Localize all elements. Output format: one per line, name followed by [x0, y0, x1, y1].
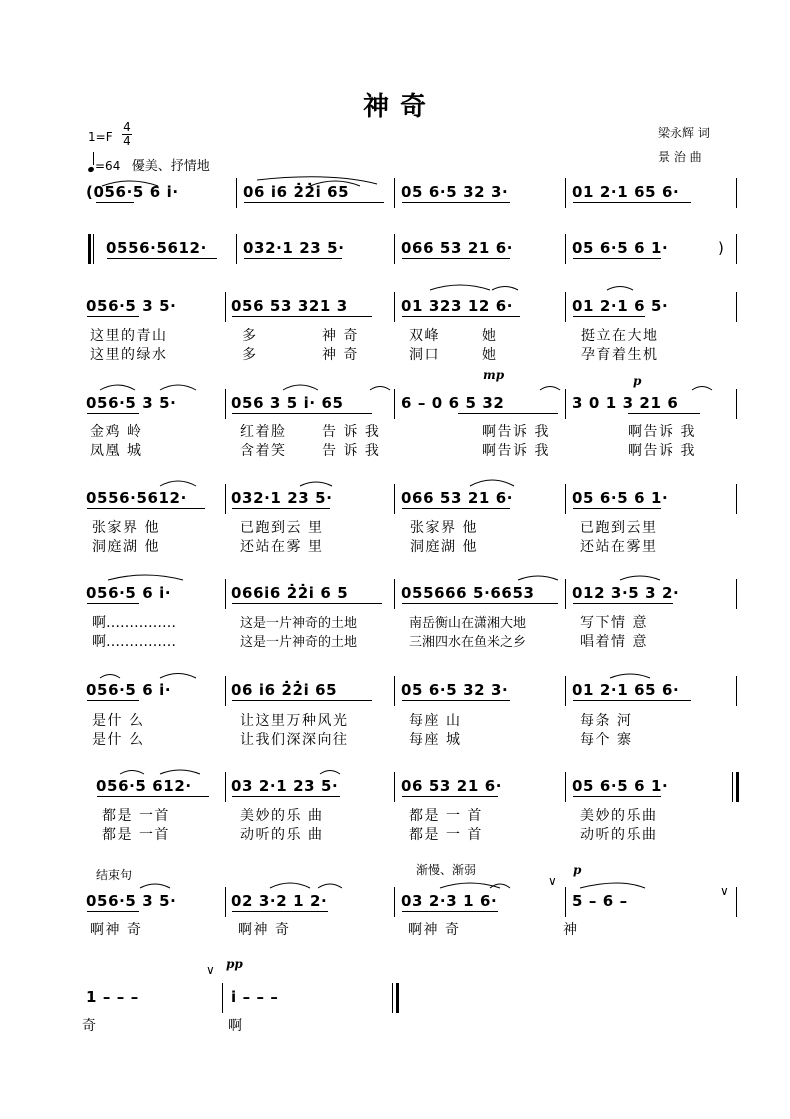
lyric: 三湘四水在鱼米之乡 — [409, 635, 527, 650]
lyric: 已跑到云里 — [580, 520, 658, 536]
measure: 0556·5612· — [86, 489, 187, 507]
lyric: 金鸡 岭 — [90, 424, 143, 440]
lyric: 啊…………… — [92, 634, 176, 650]
lyric: 都是 一首 — [102, 827, 170, 843]
ritardando-label: 渐慢、渐弱 — [416, 863, 477, 877]
measure: 5 – 6 – — [572, 892, 628, 910]
measure: 05 6·5 32 3· — [401, 183, 509, 201]
expression-marking: 優美、抒情地 — [131, 159, 210, 174]
breath-mark-icon: ∨ — [720, 884, 729, 898]
slur — [490, 884, 510, 888]
lyric: 让这里万种风光 — [240, 713, 349, 729]
lyric: 啊告诉 我 — [628, 443, 696, 459]
slur — [492, 287, 518, 291]
lyric: 是什 么 — [92, 732, 145, 748]
lyric: 啊告诉 我 — [628, 424, 696, 440]
measure: 02 3·2 1 2· — [231, 892, 328, 910]
measure: 012 3·5 3 2· — [572, 584, 680, 602]
ending-label: 结束句 — [96, 868, 133, 882]
slur — [100, 385, 135, 390]
measure: 056·5 3 5· — [86, 297, 177, 315]
measure: 066 53 21 6· — [401, 489, 514, 507]
slur — [120, 771, 144, 775]
lyric: 每个 寨 — [580, 732, 633, 748]
lyric: 张家界 他 — [410, 520, 478, 536]
lyric: 她 — [482, 347, 498, 363]
lyric: 凤凰 城 — [90, 443, 143, 459]
slur — [470, 480, 514, 486]
lyric: 啊神 奇 — [90, 922, 143, 938]
measure: 06 i6 2̇2̇i 65 — [243, 183, 350, 201]
slur — [320, 771, 340, 775]
lyric: 孕育着生机 — [581, 347, 659, 363]
slur — [140, 884, 170, 888]
lyric: 美妙的乐曲 — [580, 808, 658, 824]
lyric: 动听的乐曲 — [580, 827, 658, 843]
dynamic-mp: mp — [483, 368, 505, 382]
slur — [620, 576, 660, 580]
measure: 032·1 23 5· — [243, 239, 345, 257]
lyric: 双峰 — [409, 328, 440, 344]
measure: 056·5 612· — [96, 777, 192, 795]
measure: 05 6·5 6 1· — [572, 239, 669, 257]
slur — [283, 385, 318, 390]
slur — [108, 575, 183, 580]
lyric: 南岳衡山在潇湘大地 — [409, 616, 527, 631]
lyric: 动听的乐 曲 — [240, 827, 324, 843]
slur — [580, 883, 645, 888]
lyric: 啊告诉 我 — [482, 424, 550, 440]
slur — [540, 387, 560, 391]
measure: 056·5 6 i· — [86, 681, 172, 699]
measure: 056 3 5 i· 65 — [231, 394, 344, 412]
lyric: 都是 一 首 — [409, 808, 483, 824]
lyric: 每座 山 — [409, 713, 462, 729]
dynamic-p: p — [573, 863, 582, 877]
lyric: 啊神 奇 — [408, 922, 461, 938]
lyric: 啊 — [228, 1018, 244, 1034]
measure: 1 – – – — [86, 988, 139, 1006]
lyric: 还站在雾 里 — [240, 539, 324, 555]
slur — [270, 883, 310, 888]
lyric: 挺立在大地 — [581, 328, 659, 344]
slur — [257, 177, 377, 184]
measure: 05 6·5 6 1· — [572, 777, 669, 795]
measure: i – – – — [231, 988, 279, 1006]
lyric: 这里的绿水 — [90, 347, 168, 363]
lyric: 啊…………… — [92, 615, 176, 631]
slur — [370, 387, 390, 391]
measure: 056·5 3 5· — [86, 394, 177, 412]
lyric: 都是 一 首 — [409, 827, 483, 843]
slur — [160, 481, 196, 486]
lyric: 多 — [242, 347, 258, 363]
page-title: 神 奇 — [362, 92, 428, 122]
slur — [318, 884, 342, 888]
measure: 01 2·1 65 6· — [572, 183, 680, 201]
measure: 056·5 3 5· — [86, 892, 177, 910]
lyric: 这里的青山 — [90, 328, 168, 344]
lyric: 神 奇 — [322, 347, 359, 363]
lyric: 洞口 — [409, 347, 440, 363]
lyric: 都是 一首 — [102, 808, 170, 824]
lyric: 是什 么 — [92, 713, 145, 729]
lyric: 啊神 奇 — [238, 922, 291, 938]
lyric: 告 诉 我 — [322, 424, 381, 440]
lyric: 告 诉 我 — [322, 443, 381, 459]
dynamic-pp: pp — [226, 957, 243, 971]
measure: 056·5 6 i· — [86, 584, 172, 602]
lyric: 唱着情 意 — [580, 634, 648, 650]
measure: 06 53 21 6· — [401, 777, 503, 795]
measure: 6 – 0 6 5 32 — [401, 394, 505, 412]
measure: 05 6·5 6 1· — [572, 489, 669, 507]
slur — [310, 181, 360, 186]
slur — [607, 287, 633, 291]
slur — [300, 482, 332, 486]
close-paren: ) — [718, 239, 725, 257]
measure: 0556·5612· — [106, 239, 207, 257]
measure: 055666 5·6653 — [401, 584, 535, 602]
measure: 032·1 23 5· — [231, 489, 333, 507]
lyric: 美妙的乐 曲 — [240, 808, 324, 824]
lyric: 每条 河 — [580, 713, 633, 729]
lyric: 让我们深深向往 — [240, 732, 349, 748]
lyric: 这是一片神奇的土地 — [240, 616, 358, 631]
lyric: 每座 城 — [409, 732, 462, 748]
measure: 03 2·1 23 5· — [231, 777, 339, 795]
lyric: 多 — [242, 328, 258, 344]
measure: 01 2·1 65 6· — [572, 681, 680, 699]
measure: 01 2·1 6 5· — [572, 297, 669, 315]
measure: 06 i6 2̇2̇i 65 — [231, 681, 338, 699]
slur — [160, 770, 200, 774]
lyric: 她 — [482, 328, 498, 344]
key-signature: 1=F — [88, 130, 113, 144]
measure: 3 0 1 3 21 6 — [572, 394, 679, 412]
slur — [160, 674, 196, 679]
lyric: 奇 — [82, 1018, 98, 1034]
lyricist-credit: 梁永辉 词 — [658, 126, 710, 140]
time-signature-bottom: 4 — [123, 134, 131, 148]
slur — [102, 181, 158, 186]
slur — [518, 576, 558, 580]
lyric: 这是一片神奇的土地 — [240, 635, 358, 650]
lyric: 洞庭湖 他 — [410, 539, 478, 555]
measure: 05 6·5 32 3· — [401, 681, 509, 699]
lyric: 红着脸 — [240, 424, 287, 440]
slur — [610, 674, 650, 678]
lyric: 写下情 意 — [580, 615, 648, 631]
slur — [430, 285, 490, 290]
measure: 01 323 12 6· — [401, 297, 514, 315]
breath-mark-icon: ∨ — [548, 874, 557, 888]
composer-credit: 景 治 曲 — [658, 150, 702, 164]
breath-mark-icon: ∨ — [206, 963, 215, 977]
slur — [100, 675, 120, 679]
lyric: 还站在雾里 — [580, 539, 658, 555]
time-signature-top: 4 — [123, 120, 131, 134]
measure: 066 53 21 6· — [401, 239, 514, 257]
lyric: 张家界 他 — [92, 520, 160, 536]
measure: (056·5 6 i· — [86, 183, 179, 201]
tempo-value: =64 — [95, 159, 121, 173]
lyric: 神 奇 — [322, 328, 359, 344]
measure: 03 2·3 1 6· — [401, 892, 498, 910]
measure: 056 53 321 3 — [231, 297, 348, 315]
lyric: 已跑到云 里 — [240, 520, 324, 536]
dynamic-p: p — [633, 374, 642, 388]
lyric: 神 — [563, 922, 579, 938]
lyric: 洞庭湖 他 — [92, 539, 160, 555]
slur — [160, 385, 196, 390]
slur — [692, 387, 712, 391]
lyric: 含着笑 — [240, 443, 287, 459]
measure: 066i6 2̇2̇i 6 5 — [231, 584, 349, 602]
lyric: 啊告诉 我 — [482, 443, 550, 459]
